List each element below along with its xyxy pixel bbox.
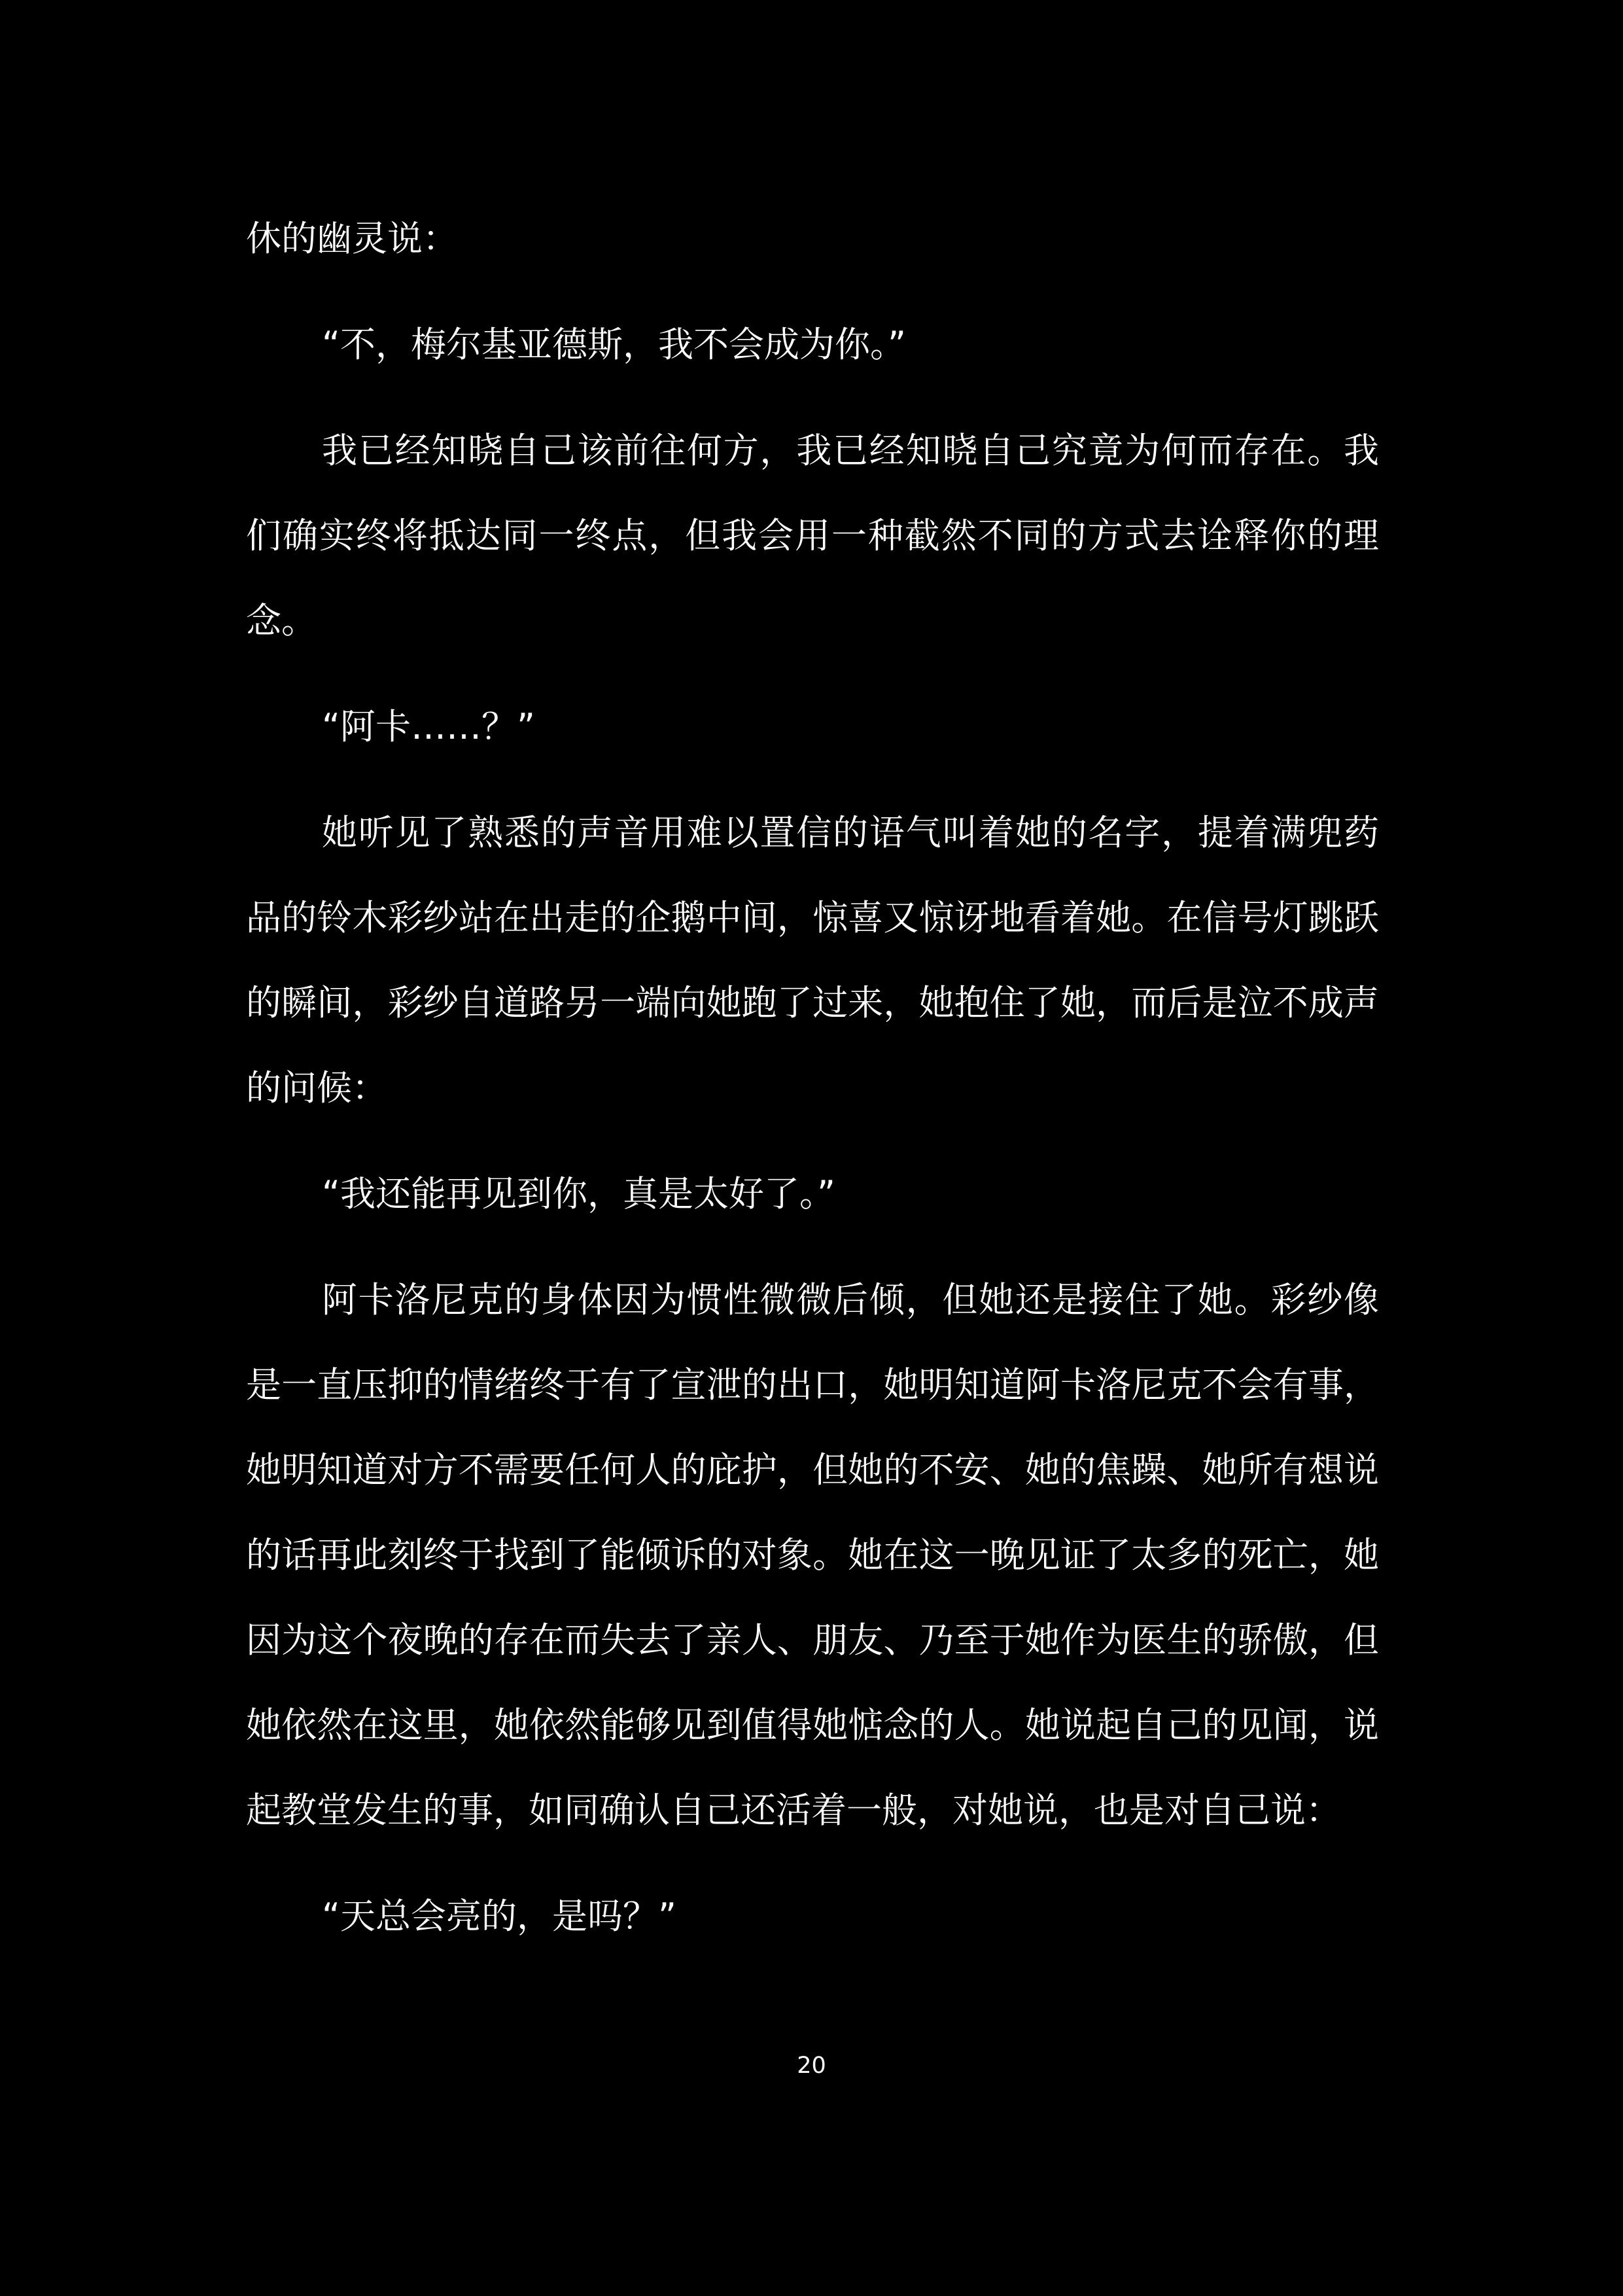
page-number: 20	[797, 2053, 826, 2079]
paragraph-dialogue: “不，梅尔基亚德斯，我不会成为你。”	[322, 324, 906, 365]
paragraph-continuation: 休的幽灵说：	[246, 218, 458, 259]
paragraph-dialogue: “天总会亮的，是吗？”	[322, 1896, 676, 1937]
paragraph-narration: 我已经知晓自己该前往何方，我已经知晓自己究竟为何而存在。我们确实终将抵达同一终点，但我会用一种截然不同的方式去诠释你的理念。	[246, 430, 1379, 641]
paragraph-narration: 她听见了熟悉的声音用难以置信的语气叫着她的名字，提着满兜药品的铃木彩纱站在出走的企鹅中间，惊喜又惊讶地看着她。在信号灯跳跃的瞬间，彩纱自道路另一端向她跑了过来，她抱住了她，而后是泣不成声的问候：	[246, 812, 1379, 1108]
paragraph-dialogue: “阿卡……？”	[322, 706, 535, 747]
body-text	[246, 196, 1379, 1959]
paragraph-narration: 阿卡洛尼克的身体因为惯性微微后倾，但她还是接住了她。彩纱像是一直压抑的情绪终于有了宣泄的出口，她明知道阿卡洛尼克不会有事，她明知道对方不需要任何人的庇护，但她的不安、她的焦躁、她所有想说的话再此刻终于找到了能倾诉的对象。她在这一晚见证了太多的死亡，她因为这个夜晚的存在而失去了亲人、朋友、乃至于她作为医生的骄傲，但她依然在这里，她依然能够见到值得她惦念的人。她说起自己的见闻，说起教堂发生的事，如同确认自己还活着一般，对她说，也是对自己说：	[246, 1279, 1379, 1831]
paragraph-dialogue: “我还能再见到你，真是太好了。”	[322, 1173, 835, 1214]
